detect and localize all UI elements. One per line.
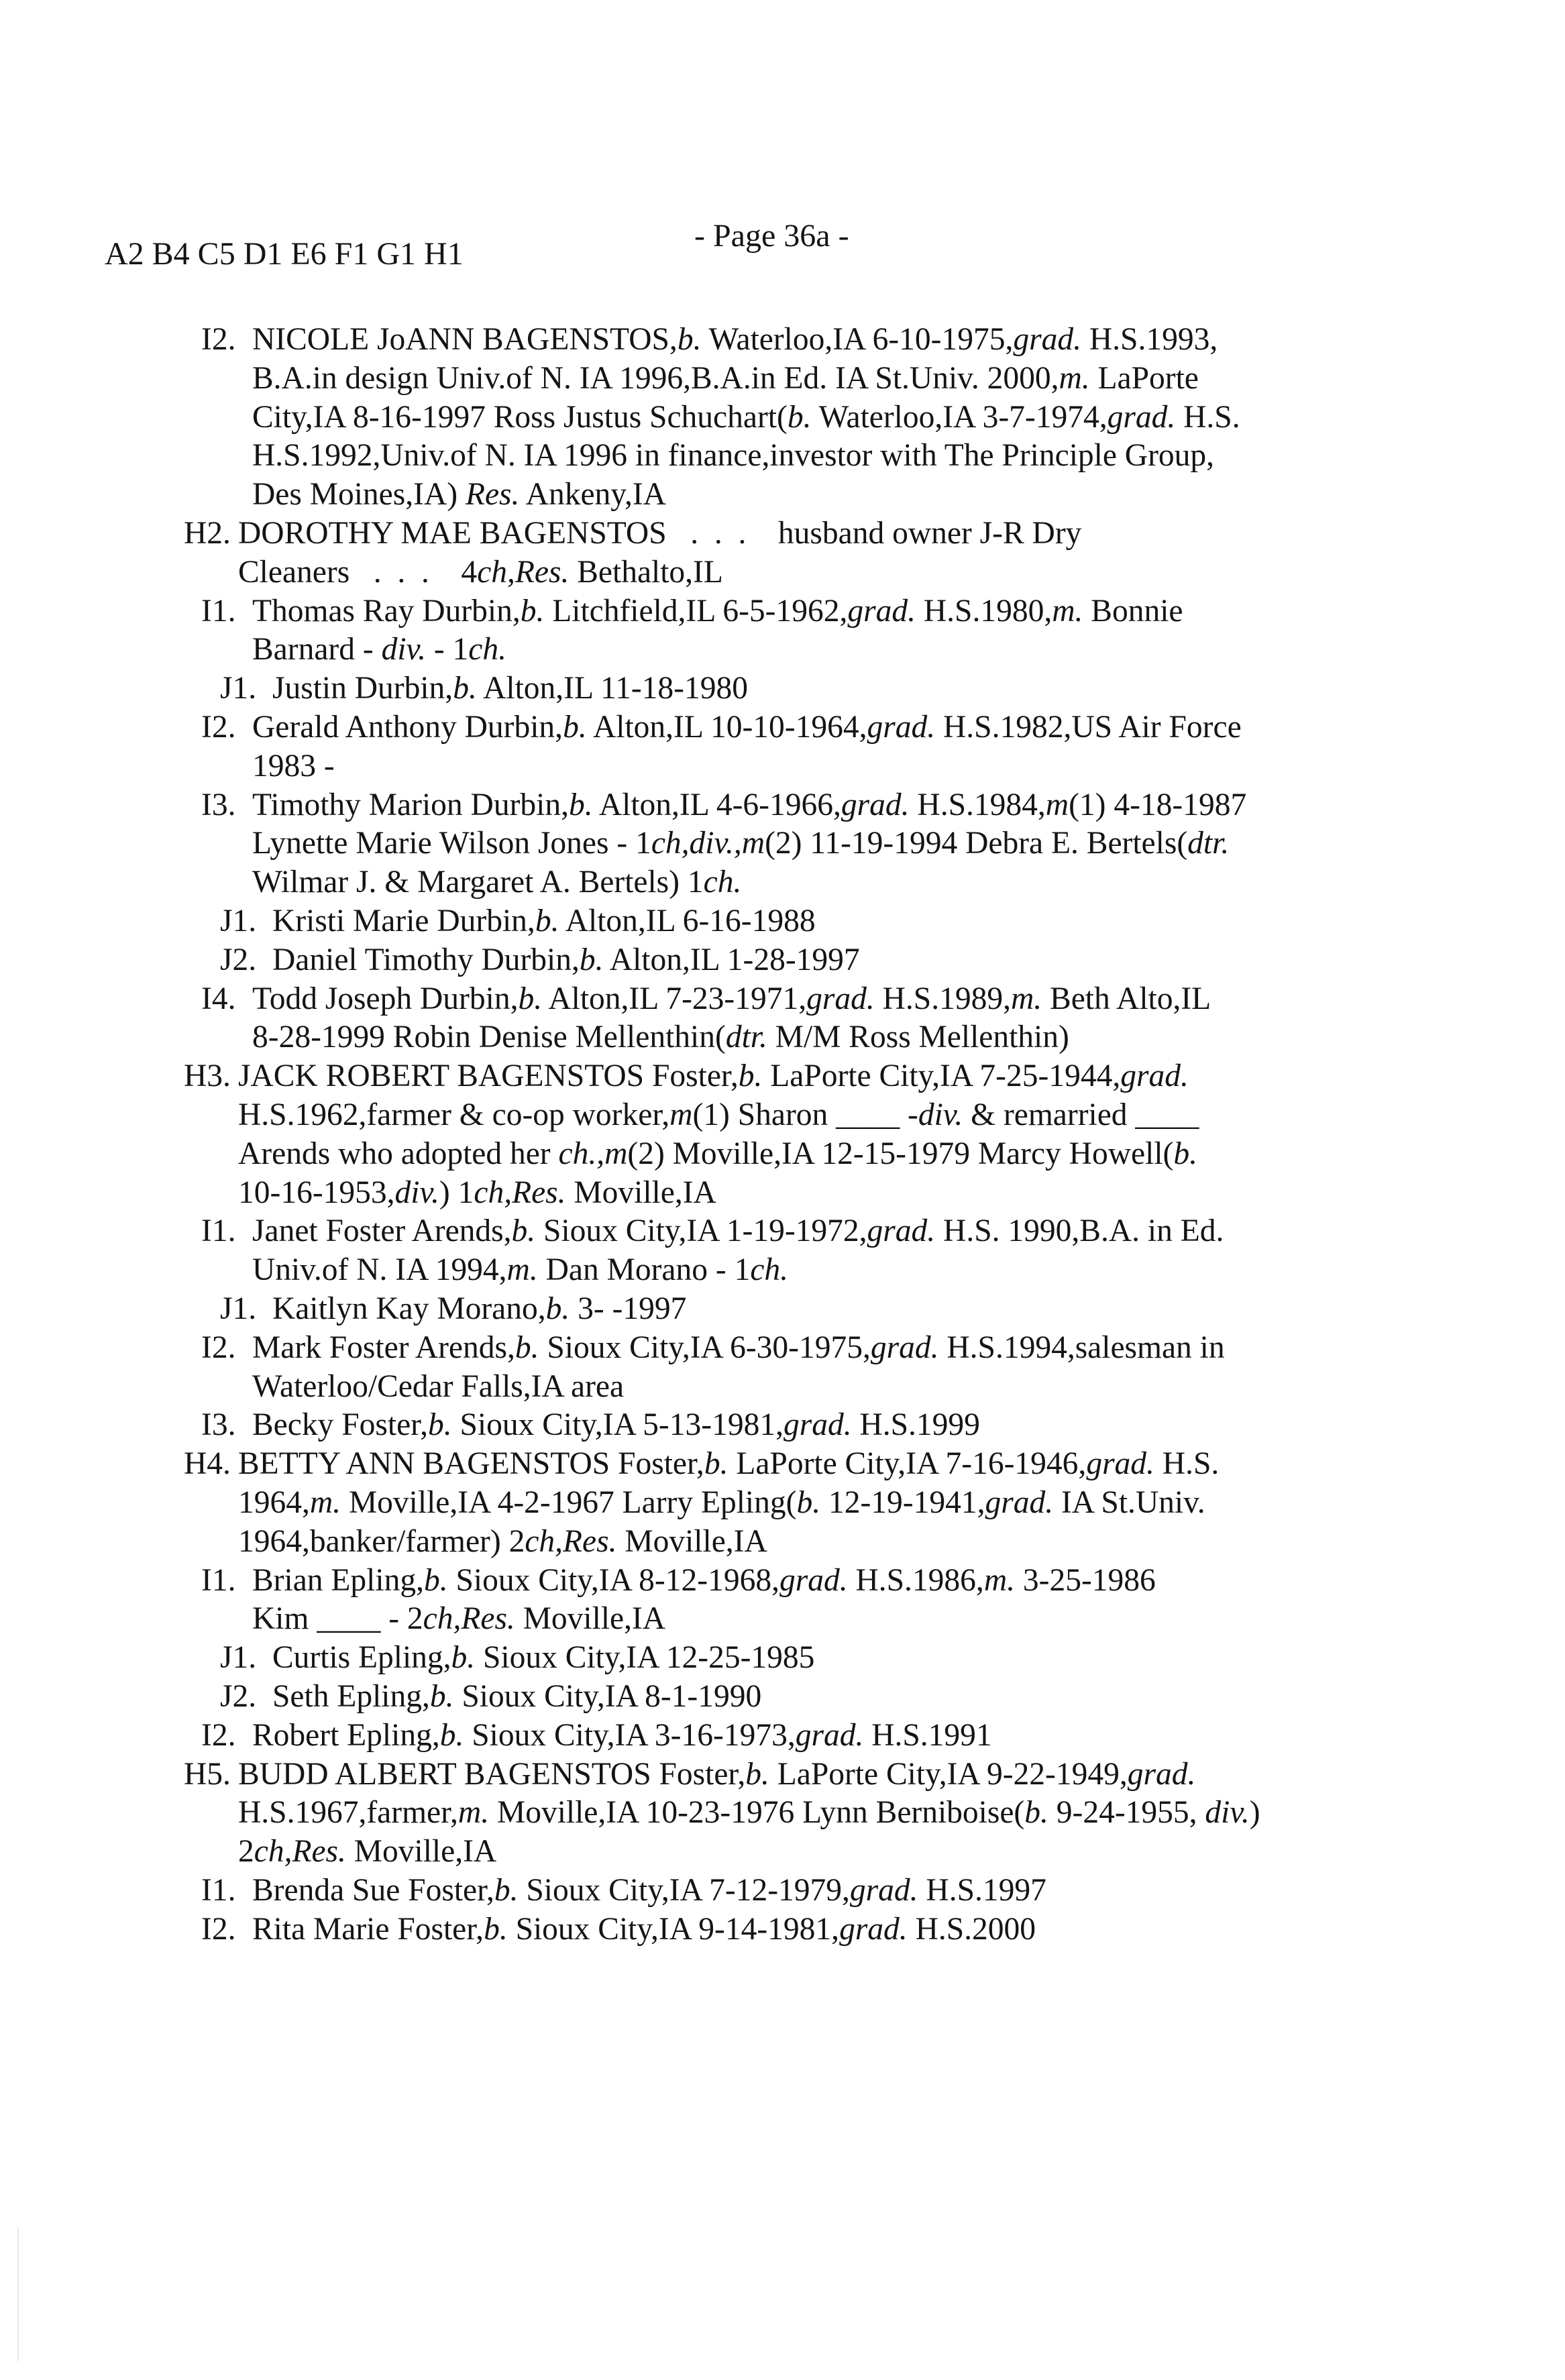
entry-text-line: 1964,m. Moville,IA 4-2-1967 Larry Epling(b. 12-19-1941,grad. IA St.Univ. bbox=[238, 1484, 1205, 1520]
entry-label: H3. bbox=[184, 1059, 231, 1094]
lineage-code: A2 B4 C5 D1 E6 F1 G1 H1 bbox=[105, 236, 464, 272]
entry-text-line: H.S.1992,Univ.of N. IA 1996 in finance,investor with The Principle Group, bbox=[252, 438, 1215, 474]
entry-label: H2. bbox=[184, 516, 231, 551]
entry-label: J2. bbox=[220, 1679, 257, 1714]
entry-text-line: Kristi Marie Durbin,b. Alton,IL 6-16-1988 bbox=[272, 904, 816, 938]
entry-label: I2. bbox=[201, 1717, 236, 1753]
entry-label: J1. bbox=[220, 904, 257, 938]
entry-text-line: Brian Epling,b. Sioux City,IA 8-12-1968,grad. H.S.1986,m. 3-25-1986 bbox=[252, 1562, 1156, 1598]
entry-label: J1. bbox=[220, 671, 257, 706]
entry-text-line: H.S.1967,farmer,m. Moville,IA 10-23-1976 Lynn Berniboise(b. 9-24-1955, div.) bbox=[238, 1795, 1260, 1831]
entry-text-line: Lynette Marie Wilson Jones - 1ch,div.,m(2) 11-19-1994 Debra E. Bertels(dtr. bbox=[252, 826, 1230, 861]
entry-text-line: BETTY ANN BAGENSTOS Foster,b. LaPorte City,IA 7-16-1946,grad. H.S. bbox=[238, 1446, 1220, 1482]
entry-label: I2. bbox=[201, 710, 236, 745]
entry-text-line: Mark Foster Arends,b. Sioux City,IA 6-30-1975,grad. H.S.1994,salesman in bbox=[252, 1330, 1225, 1365]
entry-text-line: 1983 - bbox=[252, 748, 335, 783]
entry-label: I4. bbox=[201, 981, 236, 1016]
entry-text-line: DOROTHY MAE BAGENSTOS . . . husband owner J-R Dry bbox=[238, 516, 1082, 551]
entry-label: J1. bbox=[220, 1291, 257, 1326]
entry-text-line: Gerald Anthony Durbin,b. Alton,IL 10-10-1964,grad. H.S.1982,US Air Force bbox=[252, 710, 1242, 745]
entry-label: H4. bbox=[184, 1446, 231, 1482]
entry-text-line: B.A.in design Univ.of N. IA 1996,B.A.in Ed. IA St.Univ. 2000,m. LaPorte bbox=[252, 360, 1199, 396]
entry-text-line: Thomas Ray Durbin,b. Litchfield,IL 6-5-1962,grad. H.S.1980,m. Bonnie bbox=[252, 593, 1183, 629]
entry-text-line: Robert Epling,b. Sioux City,IA 3-16-1973,grad. H.S.1991 bbox=[252, 1717, 992, 1753]
entry-text-line: Timothy Marion Durbin,b. Alton,IL 4-6-1966,grad. H.S.1984,m(1) 4-18-1987 bbox=[252, 787, 1247, 822]
entry-label: I2. bbox=[201, 1330, 236, 1365]
entry-text-line: H.S.1962,farmer & co-op worker,m(1) Sharon ____ -div. & remarried ____ bbox=[238, 1097, 1199, 1132]
entry-text-line: 2ch,Res. Moville,IA bbox=[238, 1834, 497, 1870]
entry-label: I3. bbox=[201, 787, 236, 822]
entry-label: I1. bbox=[201, 1213, 236, 1249]
entry-text-line: Wilmar J. & Margaret A. Bertels) 1ch. bbox=[252, 865, 742, 900]
entry-text-line: Des Moines,IA) Res. Ankeny,IA bbox=[252, 477, 666, 512]
entry-text-line: Waterloo/Cedar Falls,IA area bbox=[252, 1368, 625, 1404]
entry-text-line: Cleaners . . . 4ch,Res. Bethalto,IL bbox=[238, 554, 723, 590]
entry-label: J2. bbox=[220, 942, 257, 977]
entry-text-line: 8-28-1999 Robin Denise Mellenthin(dtr. M/M Ross Mellenthin) bbox=[252, 1020, 1069, 1055]
entry-text-line: 10-16-1953,div.) 1ch,Res. Moville,IA bbox=[238, 1175, 716, 1210]
entry-text-line: Univ.of N. IA 1994,m. Dan Morano - 1ch. bbox=[252, 1252, 789, 1288]
entry-text-line: Todd Joseph Durbin,b. Alton,IL 7-23-1971,grad. H.S.1989,m. Beth Alto,IL bbox=[252, 981, 1211, 1016]
entry-text-line: Barnard - div. - 1ch. bbox=[252, 632, 506, 667]
entry-text-line: JACK ROBERT BAGENSTOS Foster,b. LaPorte City,IA 7-25-1944,grad. bbox=[238, 1059, 1189, 1094]
entry-label: I1. bbox=[201, 1562, 236, 1598]
entry-text-line: Seth Epling,b. Sioux City,IA 8-1-1990 bbox=[272, 1679, 762, 1714]
scan-edge-mark bbox=[17, 2227, 19, 2361]
entry-text-line: Daniel Timothy Durbin,b. Alton,IL 1-28-1997 bbox=[272, 942, 860, 977]
entry-text-line: Kim ____ - 2ch,Res. Moville,IA bbox=[252, 1601, 666, 1637]
entry-text-line: Brenda Sue Foster,b. Sioux City,IA 7-12-1979,grad. H.S.1997 bbox=[252, 1873, 1046, 1908]
entry-label: I1. bbox=[201, 1873, 236, 1908]
entry-label: I3. bbox=[201, 1407, 236, 1443]
entry-text-line: 1964,banker/farmer) 2ch,Res. Moville,IA bbox=[238, 1523, 767, 1559]
entry-text-line: Becky Foster,b. Sioux City,IA 5-13-1981,grad. H.S.1999 bbox=[252, 1407, 980, 1443]
entry-text-line: Arends who adopted her ch.,m(2) Moville,IA 12-15-1979 Marcy Howell(b. bbox=[238, 1136, 1197, 1171]
entry-text-line: Justin Durbin,b. Alton,IL 11-18-1980 bbox=[272, 671, 748, 706]
entry-text-line: City,IA 8-16-1997 Ross Justus Schuchart(b. Waterloo,IA 3-7-1974,grad. H.S. bbox=[252, 399, 1240, 435]
entry-label: I2. bbox=[201, 322, 236, 357]
entry-text-line: NICOLE JoANN BAGENSTOS,b. Waterloo,IA 6-10-1975,grad. H.S.1993, bbox=[252, 322, 1218, 357]
entry-text-line: Rita Marie Foster,b. Sioux City,IA 9-14-1981,grad. H.S.2000 bbox=[252, 1911, 1036, 1947]
entry-label: I1. bbox=[201, 593, 236, 629]
page-number: - Page 36a - bbox=[694, 218, 849, 254]
entry-text-line: Curtis Epling,b. Sioux City,IA 12-25-1985 bbox=[272, 1640, 815, 1676]
entry-label: J1. bbox=[220, 1640, 257, 1676]
entry-text-line: BUDD ALBERT BAGENSTOS Foster,b. LaPorte City,IA 9-22-1949,grad. bbox=[238, 1756, 1196, 1792]
entry-text-line: Janet Foster Arends,b. Sioux City,IA 1-19-1972,grad. H.S. 1990,B.A. in Ed. bbox=[252, 1213, 1224, 1249]
entry-text-line: Kaitlyn Kay Morano,b. 3- -1997 bbox=[272, 1291, 687, 1326]
entry-label: H5. bbox=[184, 1756, 231, 1792]
entry-label: I2. bbox=[201, 1911, 236, 1947]
